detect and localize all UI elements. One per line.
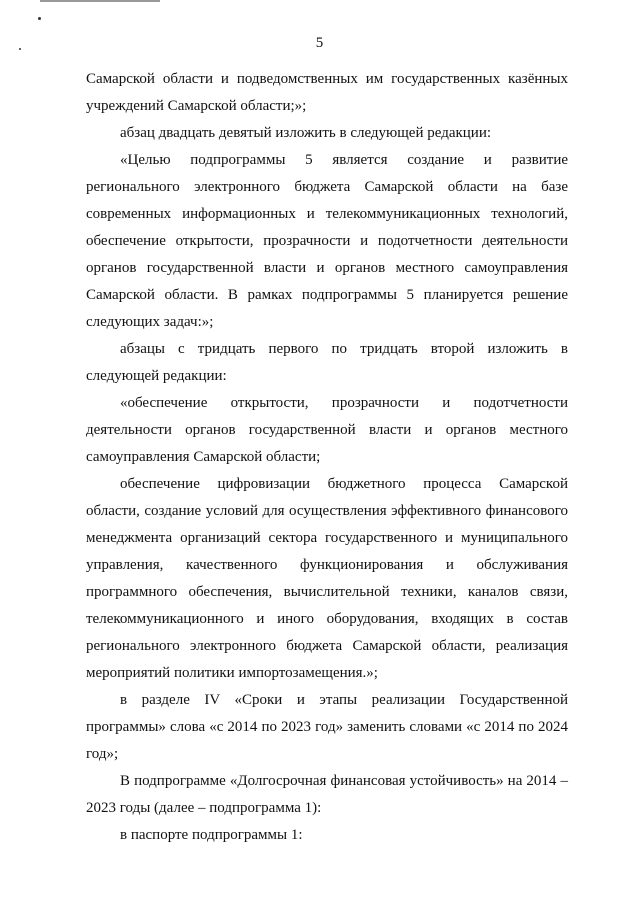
paragraph: в паспорте подпрограммы 1: [120,827,303,843]
scan-artifact-dot [38,17,41,20]
paragraph: в разделе IV «Сроки и этапы реализации Государственной программы» слова «с 2014 по 2023 год» заменить словами «с 2014 по 2024 год»; [86,692,568,762]
paragraph: «Целью подпрограммы 5 является создание и развитие регионального электронного бюджета Самарской области на базе современных информационных и телекоммуникационных технологий, обеспечение открытости, прозрачности и подотчетности деятельности органов государственной власти и органов местного самоуправления Самарской области. В рамках подпрограммы 5 планируется решение следующих задач:»; [86,152,568,330]
paragraph: «обеспечение открытости, прозрачности и подотчетности деятельности органов государственной власти и органов местного самоуправления Самарской области; [86,395,568,465]
paragraph: Самарской области и подведомственных им государственных казённых учреждений Самарской области;»; [86,71,568,114]
paragraph: В подпрограмме «Долгосрочная финансовая устойчивость» на 2014 – 2023 годы (далее – подпрограмма 1): [86,773,568,816]
paragraph: обеспечение цифровизации бюджетного процесса Самарской области, создание условий для осуществления эффективного финансового менеджмента организаций сектора государственного и муниципального управления, качественного функционирования и обслуживания программного обеспечения, вычислительной техники, каналов связи, телекоммуникационного и иного оборудования, входящих в состав регионального электронного бюджета Самарской области, реализация мероприятий политики импортозамещения.»; [86,476,568,681]
scan-artifact-mark [40,0,160,2]
paragraph: абзацы с тридцать первого по тридцать второй изложить в следующей редакции: [86,341,568,384]
document-body [86,66,568,849]
paragraph: абзац двадцать девятый изложить в следующей редакции: [120,125,492,141]
page-number: 5 [315,35,324,51]
